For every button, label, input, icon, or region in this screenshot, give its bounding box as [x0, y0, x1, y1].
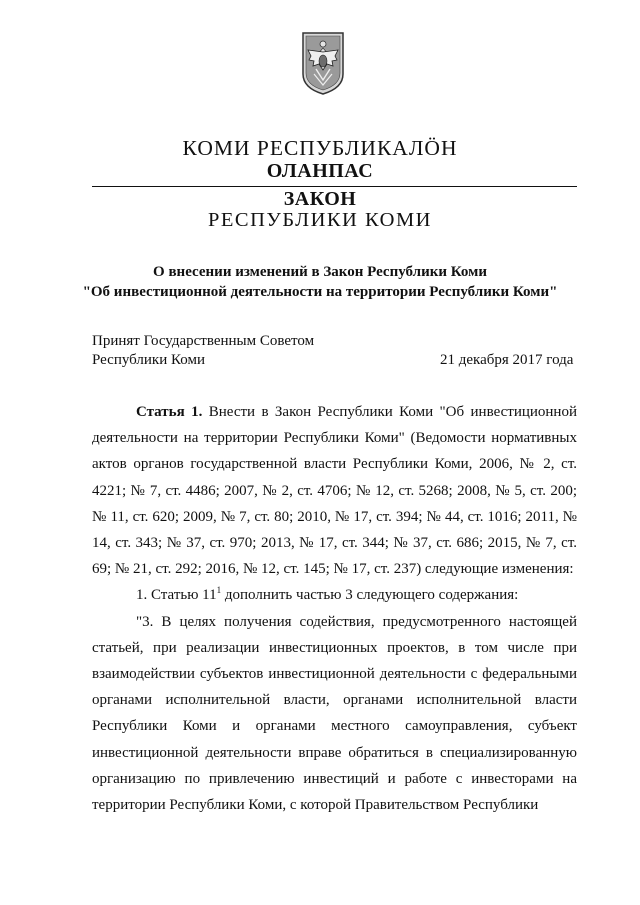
article-1-item-1: [92, 582, 577, 608]
adoption-info: [92, 332, 314, 370]
header-zakon: ЗАКОН: [283, 188, 357, 210]
header-komi-line: КОМИ РЕСПУБЛИКАЛÖН: [182, 136, 458, 160]
adoption-date: 21 декабря 2017 года: [440, 352, 574, 368]
document-title: [60, 262, 580, 302]
article-1-quote: "3. В целях получения содействия, предусмотренного настоящей статьей, при реализации инвестиционных проектов, в том числе при взаимодействии субъектов инвестиционной деятельности с федеральными органами исполнительной власти, органами исполнительной власти Республики Коми и органами местного самоуправления, субъект инвестиционной деятельности вправе обратиться в специализированную организацию по привлечению инвестиций и работе с инвесторами на территории Республики Коми, с которой Правительством Республики: [92, 613, 577, 814]
adoption-line-1: Принят Государственным Советом: [92, 333, 315, 349]
title-line-2: "Об инвестиционной деятельности на территории Республики Коми": [82, 284, 558, 300]
item-1-prefix: 1. Статью 11: [136, 587, 217, 604]
article-1-label: Статья 1.: [136, 404, 203, 420]
header-olanpas: ОЛАНПАС: [266, 160, 374, 182]
coat-of-arms-icon: [300, 30, 346, 96]
adoption-line-2: Республики Коми: [92, 352, 205, 368]
title-line-1: О внесении изменений в Закон Республики Коми: [153, 264, 487, 280]
header-republic: РЕСПУБЛИКИ КОМИ: [208, 209, 432, 231]
header-divider: [92, 186, 577, 187]
item-1-suffix: дополнить частью 3 следующего содержания:: [221, 587, 519, 604]
item-1-superscript: 1: [216, 585, 222, 596]
article-1-text: Внести в Закон Республики Коми "Об инвестиционной деятельности на территории Республики Коми" (Ведомости нормативных актов органов государственной власти Республики Коми, 2006, № 2, ст. 4221; № 7, ст. 4486; 2007, № 2, ст. 4706; № 12, ст. 5268; 2008, № 5, ст. 200; № 11, ст. 620; 2009, № 7, ст. 80; 2010, № 17, ст. 394; № 44, ст. 1016; 2011, № 14, ст. 343; № 37, ст. 970; 2013, № 17, ст. 344; № 37, ст. 686; 2015, № 7, ст. 69; № 21, ст. 292; 2016, № 12, ст. 145; № 17, ст. 237) следующие изменения:: [92, 404, 577, 578]
article-1-paragraph: [92, 399, 577, 582]
document-body: [92, 399, 577, 818]
